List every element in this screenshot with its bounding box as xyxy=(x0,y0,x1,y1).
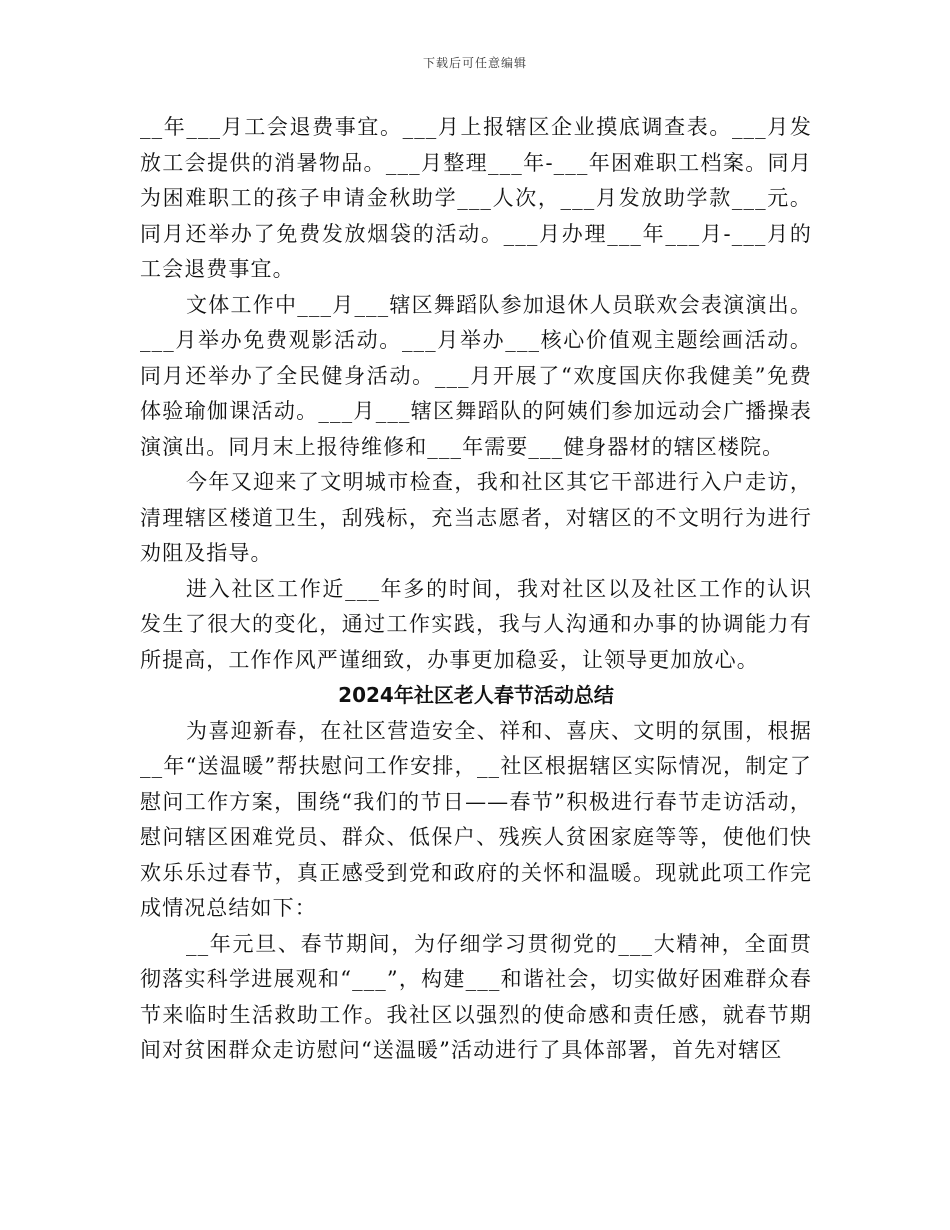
paragraph-culture-sports: 文体工作中___月___辖区舞蹈队参加退休人员联欢会表演演出。___月举办免费观影活动。___月举办___核心价值观主题绘画活动。同月还举办了全民健身活动。___月开展了“欢度国庆你我健美”免费体验瑜伽课活动。___月___辖区舞蹈队的阿姨们参加远动会广播操表演演出。同月末上报待维修和___年需要___健身器材的辖区楼院。 xyxy=(140,292,812,459)
paragraph-union-refund: __年___月工会退费事宜。___月上报辖区企业摸底调查表。___月发放工会提供的消暑物品。___月整理___年-___年困难职工档案。同月为困难职工的孩子申请金秋助学___人次，___月发放助学款___元。同月还举办了免费发放烟袋的活动。___月办理___年___月-___月的工会退费事宜。 xyxy=(140,115,812,281)
paragraph-spring-festival-intro: 为喜迎新春，在社区营造安全、祥和、喜庆、文明的氛围，根据__年“送温暖”帮扶慰问工作安排，__社区根据辖区实际情况，制定了慰问工作方案，围绕“我们的节日——春节”积极进行春节走访活动，慰问辖区困难党员、群众、低保户、残疾人贫困家庭等等，使他们快欢乐乐过春节，真正感受到党和政府的关怀和温暖。现就此项工作完成情况总结如下： xyxy=(140,718,812,920)
page-header: 下载后可任意编辑 xyxy=(422,56,527,70)
paragraph-work-reflection: 进入社区工作近___年多的时间，我对社区以及社区工作的认识发生了很大的变化，通过工作实践，我与人沟通和办事的协调能力有所提高，工作作风严谨细致，办事更加稳妥，让领导更加放心。 xyxy=(140,576,812,672)
document-body xyxy=(140,110,812,1069)
paragraph-civilized-city: 今年又迎来了文明城市检查，我和社区其它干部进行入户走访，清理辖区楼道卫生，刮残标，充当志愿者，对辖区的不文明行为进行劝阻及指导。 xyxy=(140,470,812,565)
section-title: 2024年社区老人春节活动总结 xyxy=(338,683,614,707)
paragraph-spring-festival-details: __年元旦、春节期间，为仔细学习贯彻党的___大精神，全面贯彻落实科学进展观和“___”，构建___和谐社会，切实做好困难群众春节来临时生活救助工作。我社区以强烈的使命感和责任感，就春节期间对贫困群众走访慰问“送温暖”活动进行了具体部署，首先对辖区 xyxy=(140,931,812,1062)
